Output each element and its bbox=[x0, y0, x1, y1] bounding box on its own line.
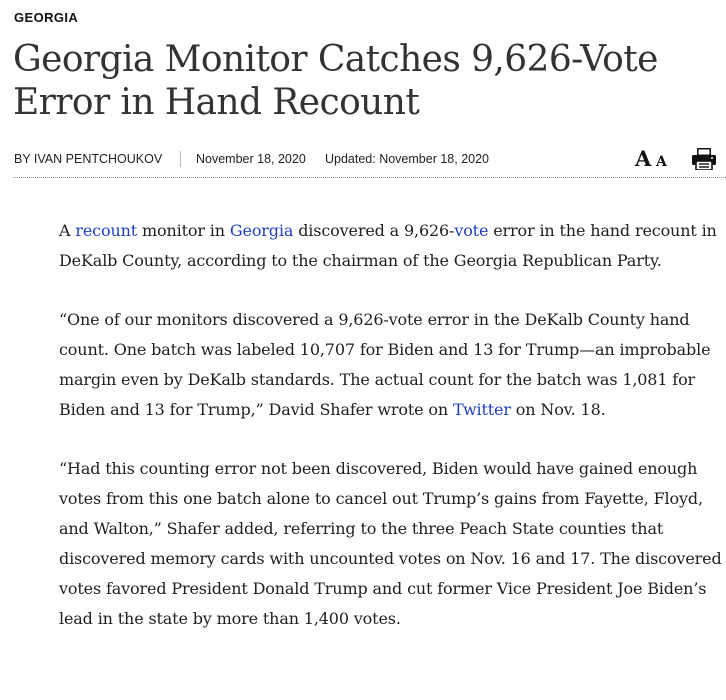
font-size-icon[interactable] bbox=[635, 146, 677, 172]
paragraph-text: “Had this counting error not been discovered, Biden would have gained enough votes from this one batch alone to cancel out Trump’s gains from Fayette, Floyd, and Walton,” Shafer added, referring to the three Peach State counties that discovered memory cards with uncounted votes on Nov. 16 and 17. The discovered votes favored President Donald Trump and cut former Vice President Joe Biden’s lead in the state by more than 1,400 votes. bbox=[59, 459, 722, 628]
byline-row bbox=[13, 146, 726, 174]
article-paragraph bbox=[59, 216, 726, 276]
inline-link[interactable]: vote bbox=[454, 221, 489, 240]
publish-date: November 18, 2020 bbox=[196, 152, 306, 166]
print-icon[interactable] bbox=[691, 148, 717, 170]
paragraph-text: “One of our monitors discovered a 9,626-vote error in the DeKalb County hand count. One batch was labeled 10,707 for Biden and 13 for Trump—an improbable margin even by DeKalb standards. The actual count for the batch was 1,081 for Biden and 13 for Trump,” David Shafer wrote on bbox=[59, 310, 711, 419]
paragraph-text: monitor in bbox=[137, 221, 230, 240]
category-link[interactable]: GEORGIA bbox=[14, 10, 79, 25]
inline-link[interactable]: Georgia bbox=[229, 221, 294, 240]
article-paragraph bbox=[59, 454, 726, 634]
inline-link[interactable]: recount bbox=[75, 221, 138, 240]
font-size-large-glyph: A bbox=[635, 146, 652, 171]
article-body bbox=[59, 216, 726, 663]
paragraph-text: on Nov. 18. bbox=[510, 400, 606, 419]
updated-date: Updated: November 18, 2020 bbox=[325, 152, 489, 166]
print-icon-graphic bbox=[691, 148, 717, 170]
article-headline: Georgia Monitor Catches 9,626-Vote Error in Hand Recount bbox=[13, 39, 658, 123]
author-byline[interactable]: BY IVAN PENTCHOUKOV bbox=[14, 152, 163, 166]
font-size-small-glyph: A bbox=[656, 154, 667, 170]
inline-link[interactable]: Twitter bbox=[453, 400, 511, 419]
header-divider bbox=[13, 177, 726, 178]
article-paragraph bbox=[59, 305, 726, 425]
paragraph-text: error in the hand recount in DeKalb County, according to the chairman of the Georgia Republican Party. bbox=[59, 221, 717, 270]
paragraph-text: discovered a 9,626- bbox=[293, 221, 455, 240]
byline-separator bbox=[180, 151, 181, 167]
paragraph-text: A bbox=[59, 221, 76, 240]
